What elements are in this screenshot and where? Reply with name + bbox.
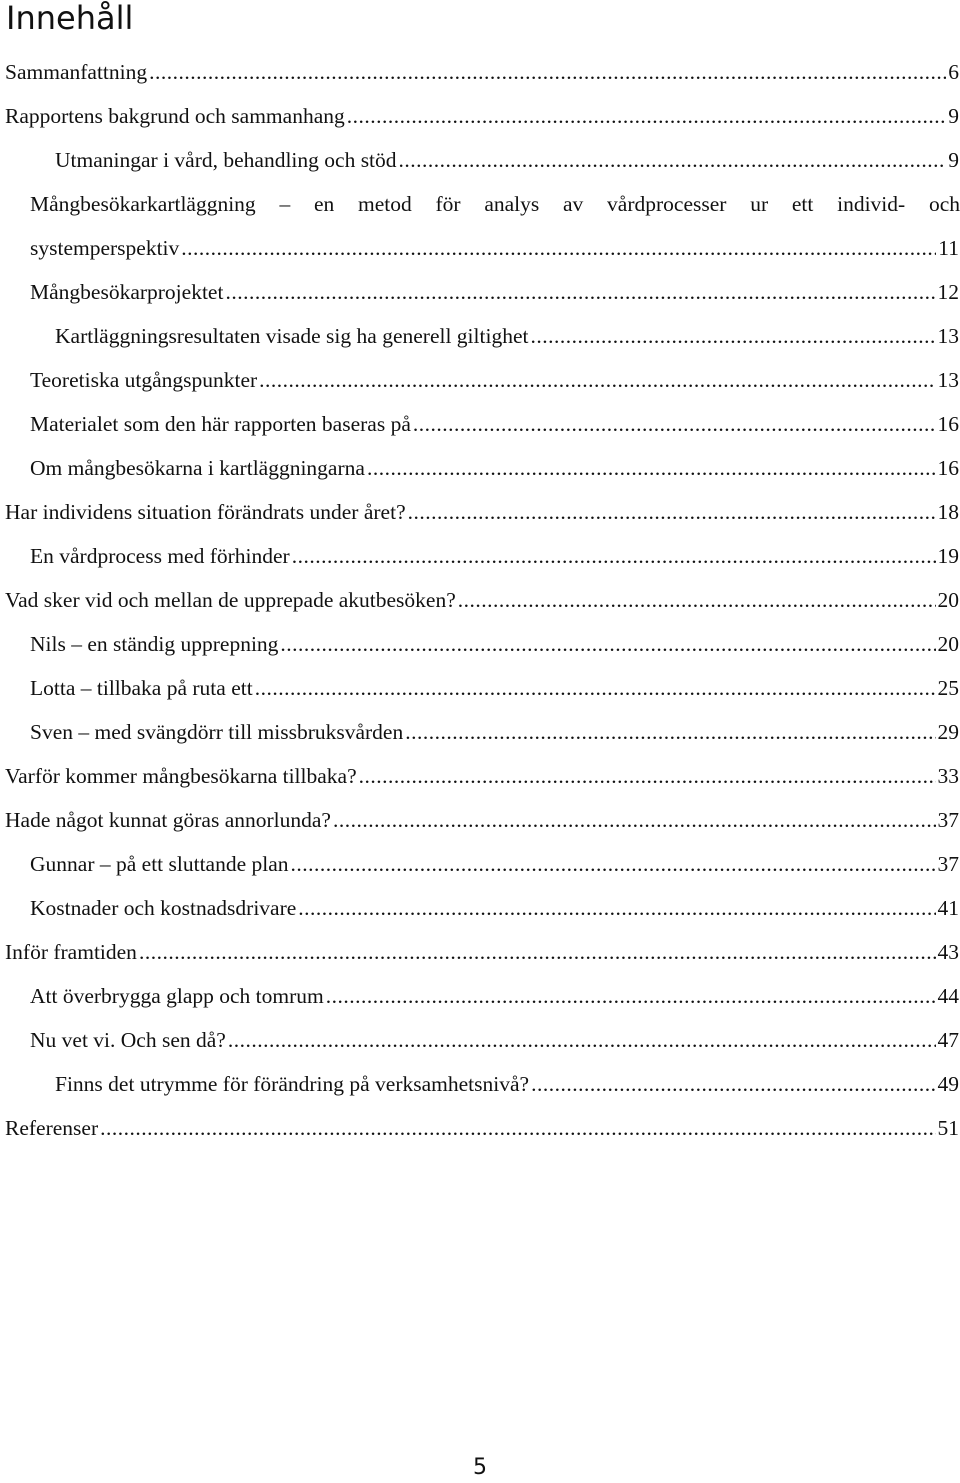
toc-word: ett (791, 192, 814, 216)
toc-entry[interactable] (0, 490, 960, 534)
toc-dot-leader (228, 1028, 936, 1052)
toc-entry[interactable] (0, 1062, 960, 1106)
toc-entry[interactable] (0, 182, 960, 270)
toc-entry-title: Teoretiska utgångspunkter (30, 368, 258, 392)
toc-dot-leader (458, 588, 936, 612)
toc-entry-title: Finns det utrymme för förändring på verksamhetsnivå? (55, 1072, 530, 1096)
toc-entry-title: Om mångbesökarna i kartläggningarna (30, 456, 365, 480)
toc-entry[interactable] (0, 402, 960, 446)
toc-entry[interactable] (0, 578, 960, 622)
toc-word: ur (750, 192, 769, 216)
toc-dot-leader (292, 544, 936, 568)
toc-entry-title: Mångbesökarprojektet (30, 280, 224, 304)
toc-dot-leader (139, 940, 936, 964)
toc-page-number: 16 (937, 412, 959, 436)
toc-entry[interactable] (0, 842, 960, 886)
toc-entry-title: Sammanfattning (5, 60, 148, 84)
toc-word: vårdprocesser (607, 192, 727, 216)
toc-dot-leader (100, 1116, 935, 1140)
toc-page-number: 43 (937, 940, 959, 964)
toc-entry[interactable] (0, 754, 960, 798)
toc-word: för (435, 192, 461, 216)
toc-entry[interactable] (0, 94, 960, 138)
toc-dot-leader (280, 632, 935, 656)
toc-entry[interactable] (0, 798, 960, 842)
toc-entry[interactable] (0, 270, 960, 314)
toc-entry-title: Utmaningar i vård, behandling och stöd (55, 148, 397, 172)
toc-page-number: 18 (937, 500, 959, 524)
toc-entry[interactable] (0, 534, 960, 578)
toc-page-number: 12 (937, 280, 959, 304)
toc-entry-title-line-1 (30, 192, 960, 216)
toc-dot-leader (413, 412, 936, 436)
toc-page-number: 29 (937, 720, 959, 744)
toc-entry[interactable] (0, 358, 960, 402)
toc-page-number: 37 (937, 808, 959, 832)
toc-dot-leader (259, 368, 935, 392)
toc-page-number: 6 (948, 60, 959, 84)
footer-page-number: 5 (473, 1455, 487, 1480)
toc-dot-leader (347, 104, 947, 128)
toc-dot-leader (298, 896, 935, 920)
toc-entry[interactable] (0, 1018, 960, 1062)
toc-entry-title: Sven – med svängdörr till missbruksvården (30, 720, 404, 744)
toc-dot-leader (531, 1072, 935, 1096)
toc-dot-leader (149, 60, 946, 84)
toc-entry[interactable] (0, 314, 960, 358)
toc-dot-leader (255, 676, 936, 700)
toc-page-number: 51 (937, 1116, 959, 1140)
toc-entry-title: Referenser (5, 1116, 99, 1140)
toc-page-number: 9 (948, 148, 959, 172)
toc-entry[interactable] (0, 710, 960, 754)
toc-dot-leader (530, 324, 935, 348)
toc-entry[interactable] (0, 50, 960, 94)
toc-page-number: 13 (937, 368, 959, 392)
toc-dot-leader (367, 456, 936, 480)
toc-page-number: 44 (937, 984, 959, 1008)
toc-dot-leader (408, 500, 936, 524)
toc-entry[interactable] (0, 666, 960, 710)
toc-word: av (563, 192, 584, 216)
toc-entry[interactable] (0, 930, 960, 974)
toc-word: Mångbesökarkartläggning (30, 192, 256, 216)
toc-entry[interactable] (0, 974, 960, 1018)
toc-word: individ- (837, 192, 906, 216)
toc-entry-title: Hade något kunnat göras annorlunda? (5, 808, 331, 832)
toc-entry-title: Inför framtiden (5, 940, 137, 964)
toc-word: och (928, 192, 960, 216)
toc-dot-leader (399, 148, 947, 172)
toc-page-number: 33 (937, 764, 959, 788)
toc-entry[interactable] (0, 886, 960, 930)
toc-page-number: 47 (937, 1028, 959, 1052)
toc-dot-leader (225, 280, 935, 304)
toc-page-number: 11 (938, 236, 959, 260)
toc-entry-title: Kostnader och kostnadsdrivare (30, 896, 297, 920)
toc-word: en (313, 192, 335, 216)
toc-page-number: 13 (937, 324, 959, 348)
toc-page-number: 49 (937, 1072, 959, 1096)
toc-entry-title: Kartläggningsresultaten visade sig ha generell giltighet (55, 324, 529, 348)
toc-entry-title: Rapportens bakgrund och sammanhang (5, 104, 345, 128)
toc-page-number: 16 (937, 456, 959, 480)
toc-page-number: 19 (937, 544, 959, 568)
toc-dot-leader (291, 852, 936, 876)
toc-entry-title: Lotta – tillbaka på ruta ett (30, 676, 253, 700)
toc-entry-title: Nils – en ständig upprepning (30, 632, 279, 656)
toc-page-number: 25 (937, 676, 959, 700)
toc-entry-title: Nu vet vi. Och sen då? (30, 1028, 226, 1052)
toc-entry[interactable] (0, 1106, 960, 1150)
table-of-contents (0, 50, 960, 1150)
toc-dot-leader (405, 720, 935, 744)
toc-dot-leader (181, 236, 936, 260)
toc-word: analys (484, 192, 540, 216)
toc-page-number: 20 (937, 588, 959, 612)
toc-page-number: 41 (937, 896, 959, 920)
toc-word: – (279, 192, 291, 216)
toc-entry-title: Varför kommer mångbesökarna tillbaka? (5, 764, 357, 788)
toc-entry[interactable] (0, 138, 960, 182)
toc-dot-leader (326, 984, 936, 1008)
toc-page-number: 20 (937, 632, 959, 656)
toc-word: metod (357, 192, 412, 216)
toc-page-number: 9 (948, 104, 959, 128)
page-title: Innehåll (6, 0, 134, 37)
toc-entry-title: Gunnar – på ett sluttande plan (30, 852, 289, 876)
toc-entry-title: Har individens situation förändrats under året? (5, 500, 406, 524)
toc-entry-title: Vad sker vid och mellan de upprepade akutbesöken? (5, 588, 456, 612)
toc-entry[interactable] (0, 622, 960, 666)
toc-page-number: 37 (937, 852, 959, 876)
toc-dot-leader (359, 764, 936, 788)
toc-dot-leader (333, 808, 936, 832)
toc-entry[interactable] (0, 446, 960, 490)
toc-entry-title: Materialet som den här rapporten baseras på (30, 412, 411, 436)
toc-entry-title-line-2: systemperspektiv (30, 236, 180, 260)
toc-entry-title: En vårdprocess med förhinder (30, 544, 290, 568)
toc-entry-title: Att överbrygga glapp och tomrum (30, 984, 324, 1008)
